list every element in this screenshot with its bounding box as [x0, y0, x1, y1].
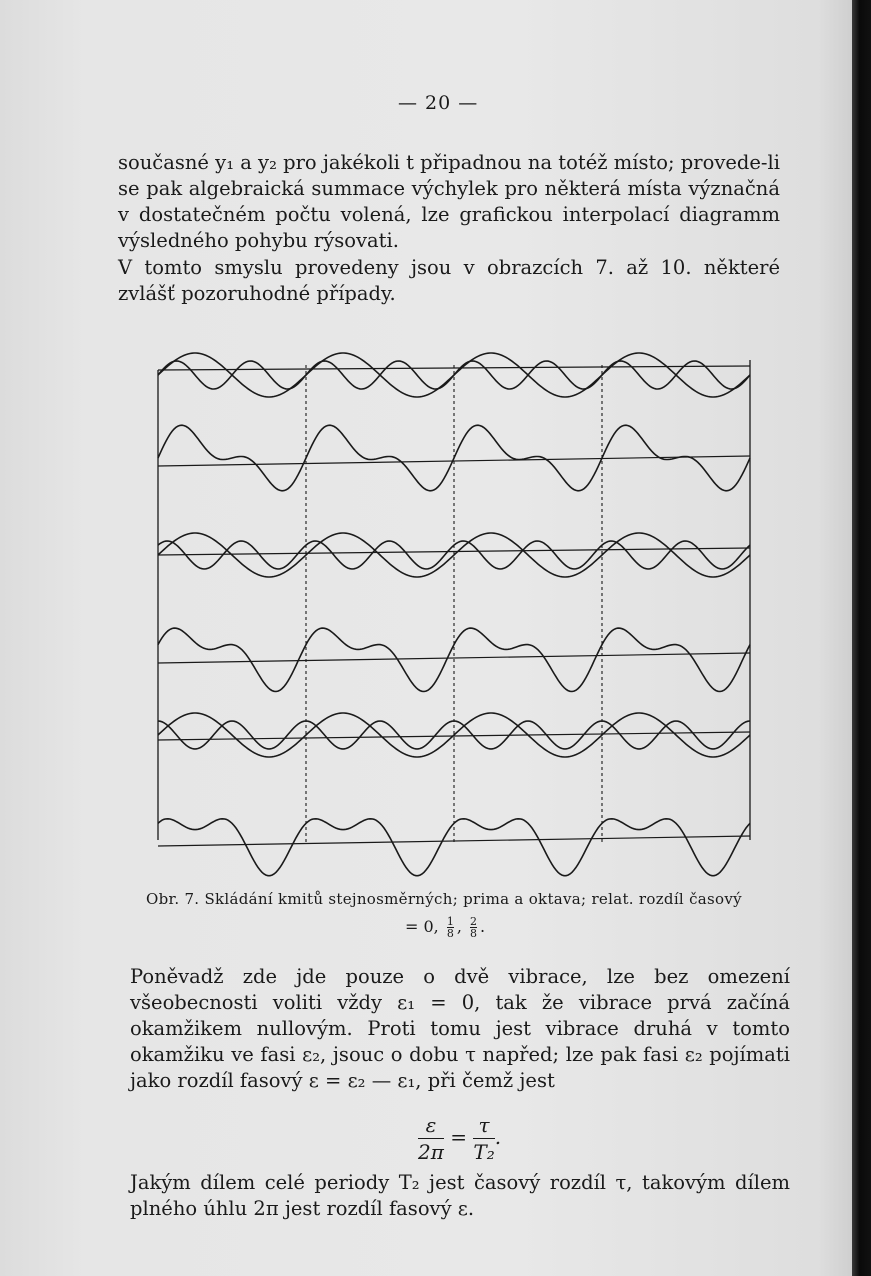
wave-diagram-svg	[150, 330, 760, 890]
fraction-denominator: 8	[470, 927, 478, 940]
phase-formula	[418, 1112, 501, 1165]
formula-left-denominator: 2π	[418, 1140, 444, 1164]
figure-caption-values: = 0, $\frac{1}{8}$ , $\frac{2}{8}$ .	[405, 915, 486, 940]
formula-equals: =	[450, 1125, 467, 1149]
formula-end: .	[494, 1125, 502, 1149]
book-spine-shadow	[852, 0, 871, 1276]
paragraph-4: Jakým dílem celé periody T₂ jest časový rozdíl τ, takovým dílem plného úhlu 2π jest rozdíl fasový ε.	[130, 1171, 790, 1220]
fraction-numerator: 2	[470, 915, 478, 928]
formula-left-numerator: ε	[418, 1112, 444, 1139]
formula-right-fraction	[473, 1112, 494, 1165]
caption-fraction-2	[470, 916, 477, 939]
formula-left-fraction	[418, 1112, 444, 1165]
fraction-numerator: 1	[446, 915, 454, 928]
caption-fraction-1	[447, 916, 454, 939]
figure-7-wave-diagram	[150, 330, 760, 890]
paragraph-2: V tomto smyslu provedeny jsou v obrazcích 7. až 10. některé zvlášť pozoruhodné případy.	[118, 256, 780, 305]
page-number: — 20 —	[398, 92, 479, 114]
formula-right-numerator: τ	[473, 1112, 494, 1139]
formula-right-denominator: T₂	[473, 1140, 495, 1164]
fraction-denominator: 8	[446, 927, 454, 940]
paragraph-1: současné y₁ a y₂ pro jakékoli t připadnou na totéž místo; provede-li se pak algebraická summace výchylek pro některá místa význačná v dostatečném počtu volená, lze grafickou interpolací diagramm výsledného pohybu rýsovati.	[118, 151, 780, 252]
caption-prefix: = 0,	[405, 917, 439, 936]
resultant-axis-3	[158, 836, 750, 846]
paragraph-3: Poněvadž zde jde pouze o dvě vibrace, lze bez omezení všeobecnosti voliti vždy ε₁ = 0, tak že vibrace prvá začíná okamžikem nullovým. Proti tomu jest vibrace druhá v tomto okamžiku ve fasi ε₂, jsouc o dobu τ napřed; lze pak fasi ε₂ pojímati jako rozdíl fasový ε = ε₂ — ε₁, při čemž jest	[130, 965, 790, 1092]
figure-caption: Obr. 7. Skládání kmitů stejnosměrných; prima a oktava; relat. rozdíl časový	[146, 890, 742, 908]
